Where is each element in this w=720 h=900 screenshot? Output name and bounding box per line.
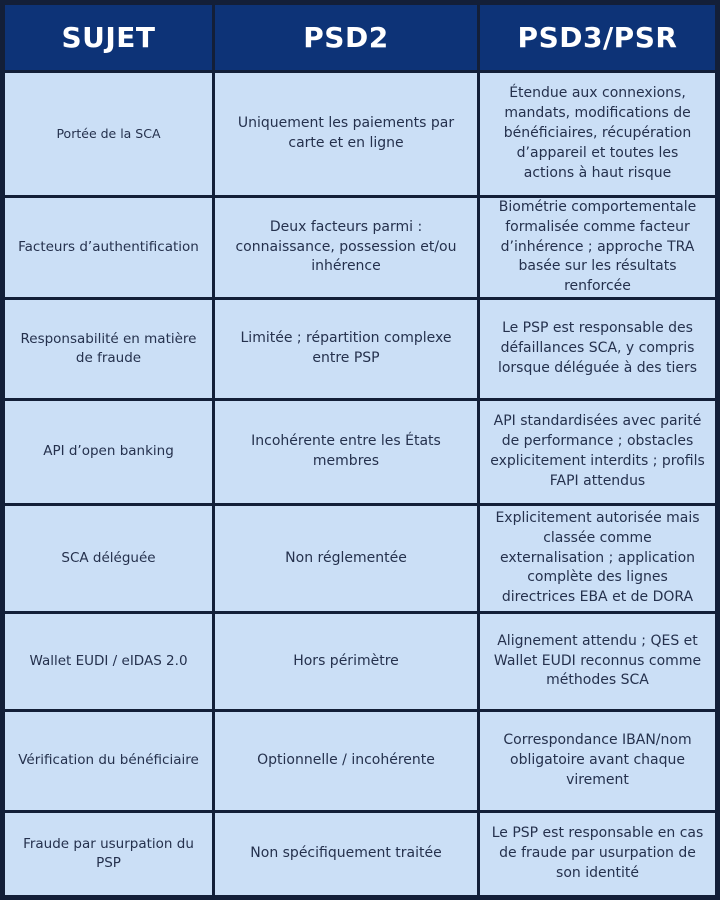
row6-psd2-cell: Hors périmètre: [212, 611, 477, 709]
row5-psd2-cell: Non réglementée: [212, 503, 477, 611]
row2-sujet-cell: Facteurs d’authentification: [5, 195, 212, 297]
row7-psd2-cell: Optionnelle / incohérente: [212, 709, 477, 810]
row7-psd3-cell: Correspondance IBAN/nom obligatoire avant chaque virement: [477, 709, 715, 810]
row3-sujet-cell: Responsabilité en matière de fraude: [5, 297, 212, 398]
row3-psd3-cell: Le PSP est responsable des défaillances SCA, y compris lorsque déléguée à des tiers: [477, 297, 715, 398]
header-cell-sujet: SUJET: [5, 5, 212, 70]
row1-sujet-cell: Portée de la SCA: [5, 70, 212, 195]
header-cell-psd2: PSD2: [212, 5, 477, 70]
row6-sujet-cell: Wallet EUDI / eIDAS 2.0: [5, 611, 212, 709]
row2-psd2-cell: Deux facteurs parmi : connaissance, possession et/ou inhérence: [212, 195, 477, 297]
row1-psd3-cell: Étendue aux connexions, mandats, modifications de bénéficiaires, récupération d’appareil et toutes les actions à haut risque: [477, 70, 715, 195]
row3-psd2-cell: Limitée ; répartition complexe entre PSP: [212, 297, 477, 398]
row4-psd3-cell: API standardisées avec parité de performance ; obstacles explicitement interdits ; profils FAPI attendus: [477, 398, 715, 503]
row8-sujet-cell: Fraude par usurpation du PSP: [5, 810, 212, 895]
row5-sujet-cell: SCA déléguée: [5, 503, 212, 611]
row2-psd3-cell: Biométrie comportementale formalisée comme facteur d’inhérence ; approche TRA basée sur les résultats renforcée: [477, 195, 715, 297]
row8-psd3-cell: Le PSP est responsable en cas de fraude par usurpation de son identité: [477, 810, 715, 895]
row5-psd3-cell: Explicitement autorisée mais classée comme externalisation ; application complète des lignes directrices EBA et de DORA: [477, 503, 715, 611]
row4-sujet-cell: API d’open banking: [5, 398, 212, 503]
row8-psd2-cell: Non spécifiquement traitée: [212, 810, 477, 895]
row7-sujet-cell: Vérification du bénéficiaire: [5, 709, 212, 810]
row6-psd3-cell: Alignement attendu ; QES et Wallet EUDI reconnus comme méthodes SCA: [477, 611, 715, 709]
row4-psd2-cell: Incohérente entre les États membres: [212, 398, 477, 503]
header-cell-psd3psr: PSD3/PSR: [477, 5, 715, 70]
row1-psd2-cell: Uniquement les paiements par carte et en ligne: [212, 70, 477, 195]
